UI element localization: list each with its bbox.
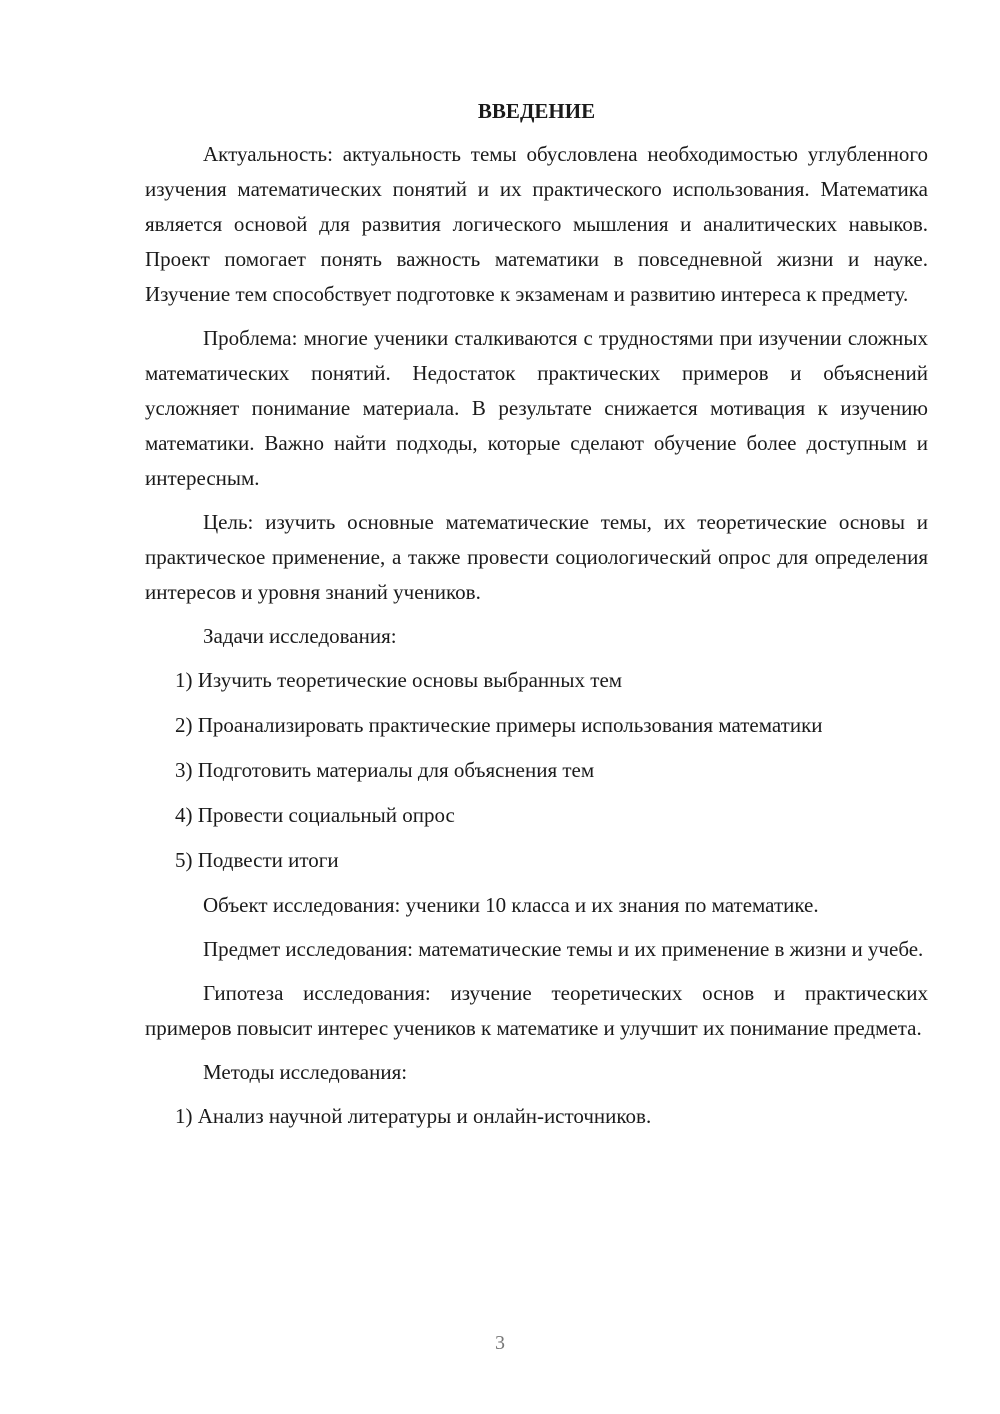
page-number: 3: [495, 1332, 505, 1354]
task-item-4: 4) Провести социальный опрос: [175, 803, 455, 827]
subject-paragraph: Предмет исследования: математические темы и их применение в жизни и учебе.: [203, 937, 924, 961]
relevance-paragraph: Актуальность: актуальность темы обусловлена необходимостью углубленного изучения математических понятий и их практического использования. Математика является основой для развития логического мышления и аналитических навыков. Проект помогает понять важность математики в повседневной жизни и науке. Изучение тем способствует подготовке к экзаменам и развитию интереса к предмету.: [145, 142, 928, 306]
problem-paragraph: Проблема: многие ученики сталкиваются с трудностями при изучении сложных математических понятий. Недостаток практических примеров и объяснений усложняет понимание материала. В результате снижается мотивация к изучению математики. Важно найти подходы, которые сделают обучение более доступным и интересным.: [145, 326, 928, 490]
page-heading: ВВЕДЕНИЕ: [477, 99, 596, 123]
task-item-5: 5) Подвести итоги: [175, 848, 339, 872]
task-item-1: 1) Изучить теоретические основы выбранных тем: [175, 668, 623, 692]
method-item-1: 1) Анализ научной литературы и онлайн-источников.: [175, 1104, 652, 1128]
page-content: [145, 95, 928, 1144]
goal-paragraph: Цель: изучить основные математические темы, их теоретические основы и практическое применение, а также провести социологический опрос для определения интересов и уровня знаний учеников.: [145, 510, 928, 604]
task-item-2: 2) Проанализировать практические примеры использования математики: [175, 713, 823, 737]
task-item-3: 3) Подготовить материалы для объяснения тем: [175, 758, 595, 782]
object-paragraph: Объект исследования: ученики 10 класса и их знания по математике.: [203, 893, 819, 917]
hypothesis-paragraph: Гипотеза исследования: изучение теоретических основ и практических примеров повысит интерес учеников к математике и улучшит их понимание предмета.: [145, 981, 928, 1040]
tasks-title: Задачи исследования:: [203, 624, 397, 648]
methods-title: Методы исследования:: [203, 1060, 408, 1084]
